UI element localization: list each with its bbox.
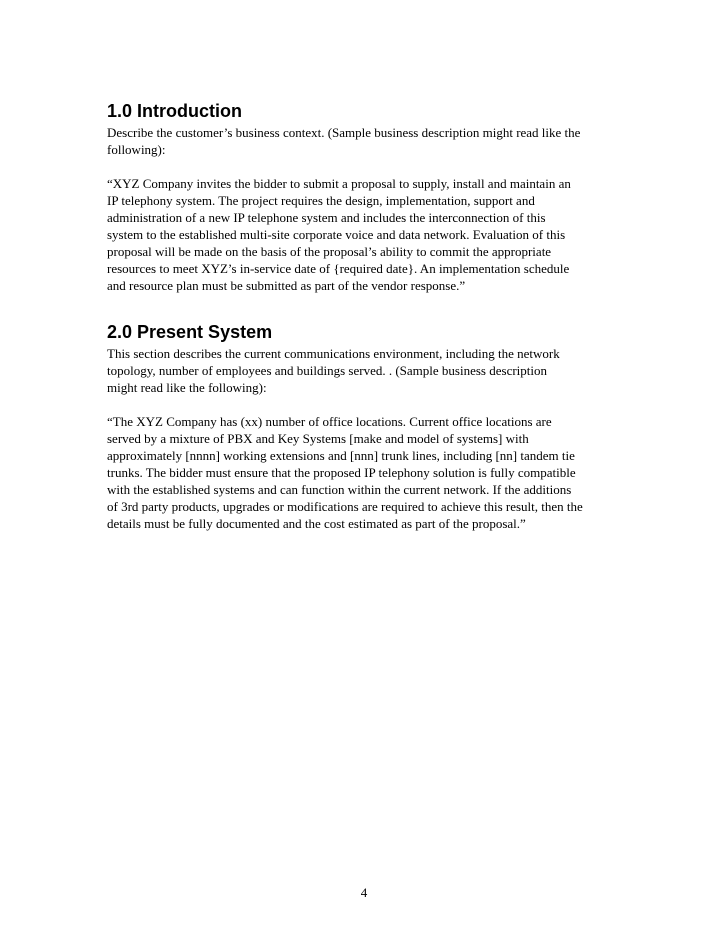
text-line: and resource plan must be submitted as part of the vendor response.”: [107, 278, 466, 293]
present-system-sample-quote: [107, 413, 627, 532]
section-heading-introduction: 1.0 Introduction: [107, 101, 242, 121]
section-present-system: [107, 321, 627, 532]
text-line: following):: [107, 142, 166, 157]
section-introduction: [107, 100, 627, 294]
page-number: 4: [360, 885, 368, 900]
text-line: “XYZ Company invites the bidder to submit a proposal to supply, install and maintain an: [107, 176, 571, 191]
text-line: with the established systems and can function within the current network. If the additions: [107, 482, 572, 497]
text-line: system to the established multi-site corporate voice and data network. Evaluation of this: [107, 227, 566, 242]
text-line: trunks. The bidder must ensure that the proposed IP telephony solution is fully compatible: [107, 465, 576, 480]
present-system-description: [107, 345, 627, 396]
text-line: This section describes the current communications environment, including the network: [107, 346, 560, 361]
text-line: might read like the following):: [107, 380, 267, 395]
text-line: proposal will be made on the basis of the proposal’s ability to commit the appropriate: [107, 244, 552, 259]
text-line: administration of a new IP telephone system and includes the interconnection of this: [107, 210, 546, 225]
text-line: details must be fully documented and the cost estimated as part of the proposal.”: [107, 516, 526, 531]
text-line: of 3rd party products, upgrades or modifications are required to achieve this result, then the: [107, 499, 583, 514]
text-line: resources to meet XYZ’s in-service date of {required date}. An implementation schedule: [107, 261, 570, 276]
text-line: Describe the customer’s business context. (Sample business description might read like the: [107, 125, 581, 140]
text-line: served by a mixture of PBX and Key Systems [make and model of systems] with: [107, 431, 529, 446]
text-line: approximately [nnnn] working extensions and [nnn] trunk lines, including [nn] tandem tie: [107, 448, 575, 463]
text-line: IP telephony system. The project requires the design, implementation, support and: [107, 193, 535, 208]
section-heading-present-system: 2.0 Present System: [107, 322, 273, 342]
introduction-sample-quote: [107, 175, 627, 294]
text-line: topology, number of employees and buildings served. . (Sample business description: [107, 363, 548, 378]
introduction-description: [107, 124, 627, 158]
text-line: “The XYZ Company has (xx) number of office locations. Current office locations are: [107, 414, 552, 429]
